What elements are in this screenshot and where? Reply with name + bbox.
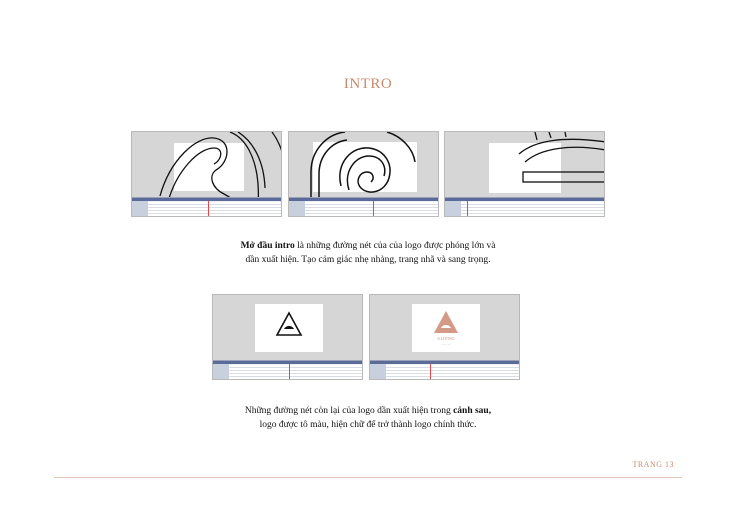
playhead [430,364,431,379]
caption-2-line1: Những đường nét còn lại của logo dần xuất hiện trong [244,406,454,416]
timeline-panel [370,360,519,379]
timeline-panel [289,197,438,216]
timeline-panel [132,197,281,216]
caption-1-line1: là những đường nét của của logo được phóng lớn và [294,241,496,251]
screenshot-2 [288,131,439,217]
caption-1-line2: dần xuất hiện. Tạo cảm giác nhẹ nhàng, trang nhã và sang trọng. [245,255,491,265]
screenshot-3 [444,131,605,217]
page-title: INTRO [343,76,393,92]
playhead [289,364,290,379]
page-number: TRANG 13 [632,460,674,469]
timeline-panel [213,360,362,379]
timeline-panel [445,197,604,216]
footer-rule [54,477,682,478]
caption-2-line2: logo được tô màu, hiện chữ để trở thành logo chính thức. [259,420,477,430]
playhead [373,201,374,216]
caption-2 [0,404,736,432]
screenshot-4 [212,294,363,380]
playhead [208,201,209,216]
screenshot-5 [369,294,520,380]
logo-tagline: — — — [441,343,451,346]
caption-1 [0,239,736,267]
screenshot-1 [131,131,282,217]
caption-1-bold: Mở đầu intro [240,241,295,251]
caption-2-bold: cảnh sau, [453,406,492,416]
logo-name: S LIVING [437,336,455,341]
playhead [467,201,468,216]
